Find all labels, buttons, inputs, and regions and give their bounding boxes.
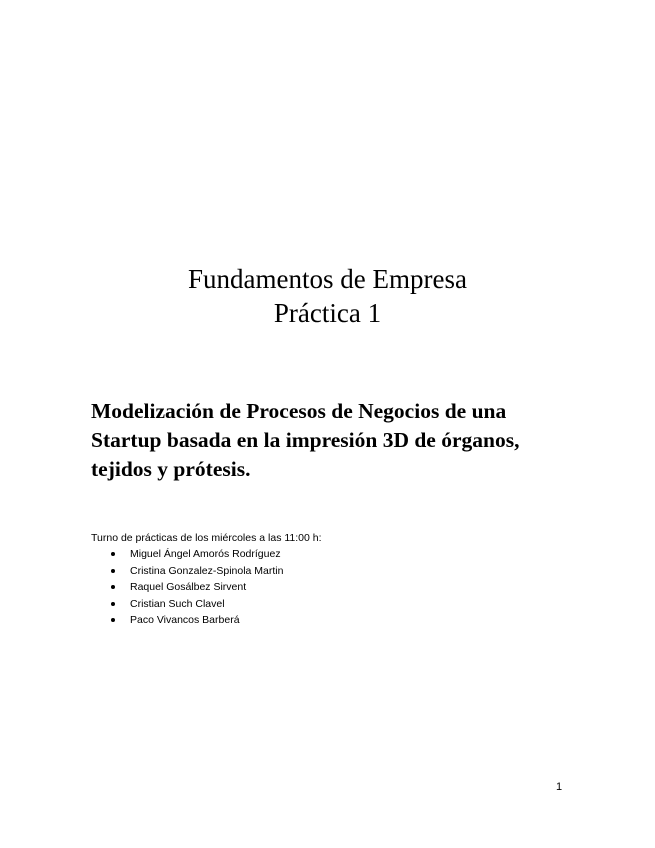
list-item bbox=[111, 563, 283, 580]
member-list bbox=[111, 546, 283, 629]
page-number: 1 bbox=[556, 781, 563, 793]
member-name: Miguel Ángel Amorós Rodríguez bbox=[130, 548, 281, 560]
list-item bbox=[111, 612, 283, 629]
bullet-icon bbox=[111, 552, 115, 556]
bullet-icon bbox=[111, 602, 115, 606]
member-name: Raquel Gosálbez Sirvent bbox=[130, 581, 247, 594]
list-item bbox=[111, 546, 283, 563]
member-name: Paco Vivancos Barberá bbox=[130, 614, 240, 627]
bullet-icon bbox=[111, 569, 115, 573]
list-item bbox=[111, 579, 283, 596]
member-name: Cristian Such Clavel bbox=[130, 597, 225, 610]
list-item bbox=[111, 596, 283, 613]
project-heading: Modelización de Procesos de Negocios de una Startup basada en la impresión 3D de órganos, tejidos y prótesis. bbox=[91, 399, 520, 481]
course-title: Fundamentos de Empresa bbox=[188, 264, 467, 294]
document-title bbox=[0, 262, 655, 330]
practice-title: Práctica 1 bbox=[273, 298, 382, 328]
group-intro: Turno de prácticas de los miércoles a las 11:00 h: bbox=[91, 532, 322, 544]
bullet-icon bbox=[111, 585, 115, 589]
bullet-icon bbox=[111, 618, 115, 622]
member-name: Cristina Gonzalez-Spinola Martin bbox=[130, 564, 284, 577]
